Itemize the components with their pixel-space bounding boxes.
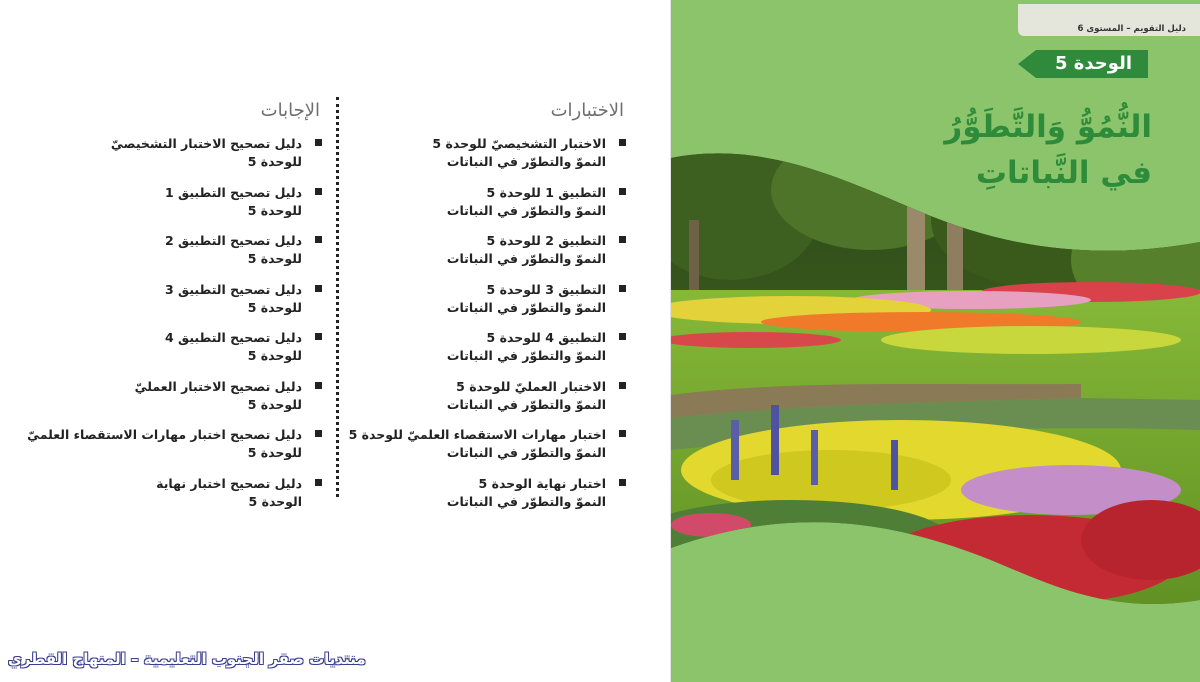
square-bullet-icon [619, 188, 626, 195]
tests-heading: الاختبارات [550, 100, 624, 121]
tests-list-item [348, 426, 630, 462]
dotted-divider [336, 97, 339, 497]
answers-column [16, 100, 326, 523]
item-line1: التطبيق 3 للوحدة 5 [486, 281, 606, 297]
answers-list-item [16, 378, 326, 414]
forum-caption: منتديات صقر الجنوب التعليمية – المنهاج القطري [8, 650, 366, 668]
answers-list-item [16, 184, 326, 220]
tests-list-item [352, 475, 630, 511]
level-tab [1018, 4, 1200, 36]
answers-list-item [16, 426, 326, 462]
answers-list-item [16, 281, 326, 317]
item-line2: النموّ والتطوّر في النباتات [446, 299, 606, 315]
item-line1: دليل تصحيح التطبيق 3 [165, 281, 302, 297]
level-tab-label: دليل التقويم – المستوى 6 [1077, 24, 1186, 34]
answers-heading: الإجابات [260, 100, 320, 121]
unit-badge-label: الوحدة 5 [1054, 53, 1132, 74]
item-line1: التطبيق 4 للوحدة 5 [486, 330, 606, 345]
item-line1: دليل تصحيح اختبار مهارات الاستقصاء العلميّ [27, 427, 302, 442]
item-line2: النموّ والتطوّر في النباتات [446, 445, 606, 460]
tests-list-item [352, 378, 630, 414]
item-line1: دليل تصحيح التطبيق 4 [165, 330, 302, 345]
item-line2: للوحدة 5 [247, 348, 302, 363]
item-line1: اختبار مهارات الاستقصاء العلميّ للوحدة 5 [348, 427, 606, 442]
item-line2: للوحدة 5 [247, 251, 302, 266]
square-bullet-icon [315, 236, 322, 243]
tests-list-item [352, 232, 630, 268]
square-bullet-icon [315, 139, 322, 146]
tests-list-item [352, 135, 630, 171]
item-line1: دليل تصحيح التطبيق 1 [165, 184, 302, 200]
square-bullet-icon [619, 430, 626, 437]
garden-photo [671, 0, 1200, 682]
item-line1: دليل تصحيح اختبار نهاية [156, 475, 302, 491]
tests-column [348, 100, 630, 523]
item-line2: النموّ والتطوّر في النباتات [446, 396, 606, 412]
item-line1: دليل تصحيح الاختبار التشخيصيّ [110, 136, 302, 151]
item-line1: دليل تصحيح الاختبار العمليّ [134, 378, 302, 394]
item-line2: النموّ والتطوّر في النباتات [446, 202, 606, 218]
unit-badge [1018, 50, 1148, 78]
item-line2: النموّ والتطوّر في النباتات [446, 493, 606, 509]
item-line1: اختبار نهاية الوحدة 5 [478, 475, 606, 491]
unit-title [944, 104, 1152, 196]
tests-list-item [352, 329, 630, 365]
square-bullet-icon [315, 479, 322, 486]
item-line1: التطبيق 1 للوحدة 5 [486, 184, 606, 200]
right-page [671, 0, 1200, 682]
item-line2: للوحدة 5 [247, 445, 302, 460]
square-bullet-icon [619, 236, 626, 243]
unit-title-line2: في النَّباتاتِ [975, 155, 1152, 191]
square-bullet-icon [315, 188, 322, 195]
square-bullet-icon [619, 139, 626, 146]
square-bullet-icon [619, 285, 626, 292]
item-line2: النموّ والتطوّر في النباتات [446, 154, 606, 169]
answers-list-item [16, 135, 326, 171]
item-line1: دليل تصحيح التطبيق 2 [165, 233, 302, 248]
square-bullet-icon [315, 430, 322, 437]
answers-list-item [16, 232, 326, 268]
tests-list-item [352, 281, 630, 317]
unit-title-line1: النُّمُوُّ وَالتَّطَوُّرُ [944, 109, 1152, 145]
item-line2: النموّ والتطوّر في النباتات [446, 251, 606, 266]
item-line2: الوحدة 5 [248, 493, 302, 509]
item-line1: الاختبار التشخيصيّ للوحدة 5 [432, 136, 606, 151]
item-line2: للوحدة 5 [247, 154, 302, 169]
item-line2: للوحدة 5 [247, 396, 302, 412]
item-line1: التطبيق 2 للوحدة 5 [486, 233, 606, 248]
square-bullet-icon [619, 333, 626, 340]
answers-list-item [16, 475, 326, 511]
square-bullet-icon [619, 382, 626, 389]
square-bullet-icon [315, 382, 322, 389]
answers-list-item [16, 329, 326, 365]
square-bullet-icon [315, 285, 322, 292]
item-line1: الاختبار العمليّ للوحدة 5 [456, 378, 606, 394]
square-bullet-icon [619, 479, 626, 486]
square-bullet-icon [315, 333, 322, 340]
item-line2: النموّ والتطوّر في النباتات [446, 348, 606, 363]
item-line2: للوحدة 5 [247, 202, 302, 218]
tests-list-item [352, 184, 630, 220]
item-line2: للوحدة 5 [247, 299, 302, 315]
